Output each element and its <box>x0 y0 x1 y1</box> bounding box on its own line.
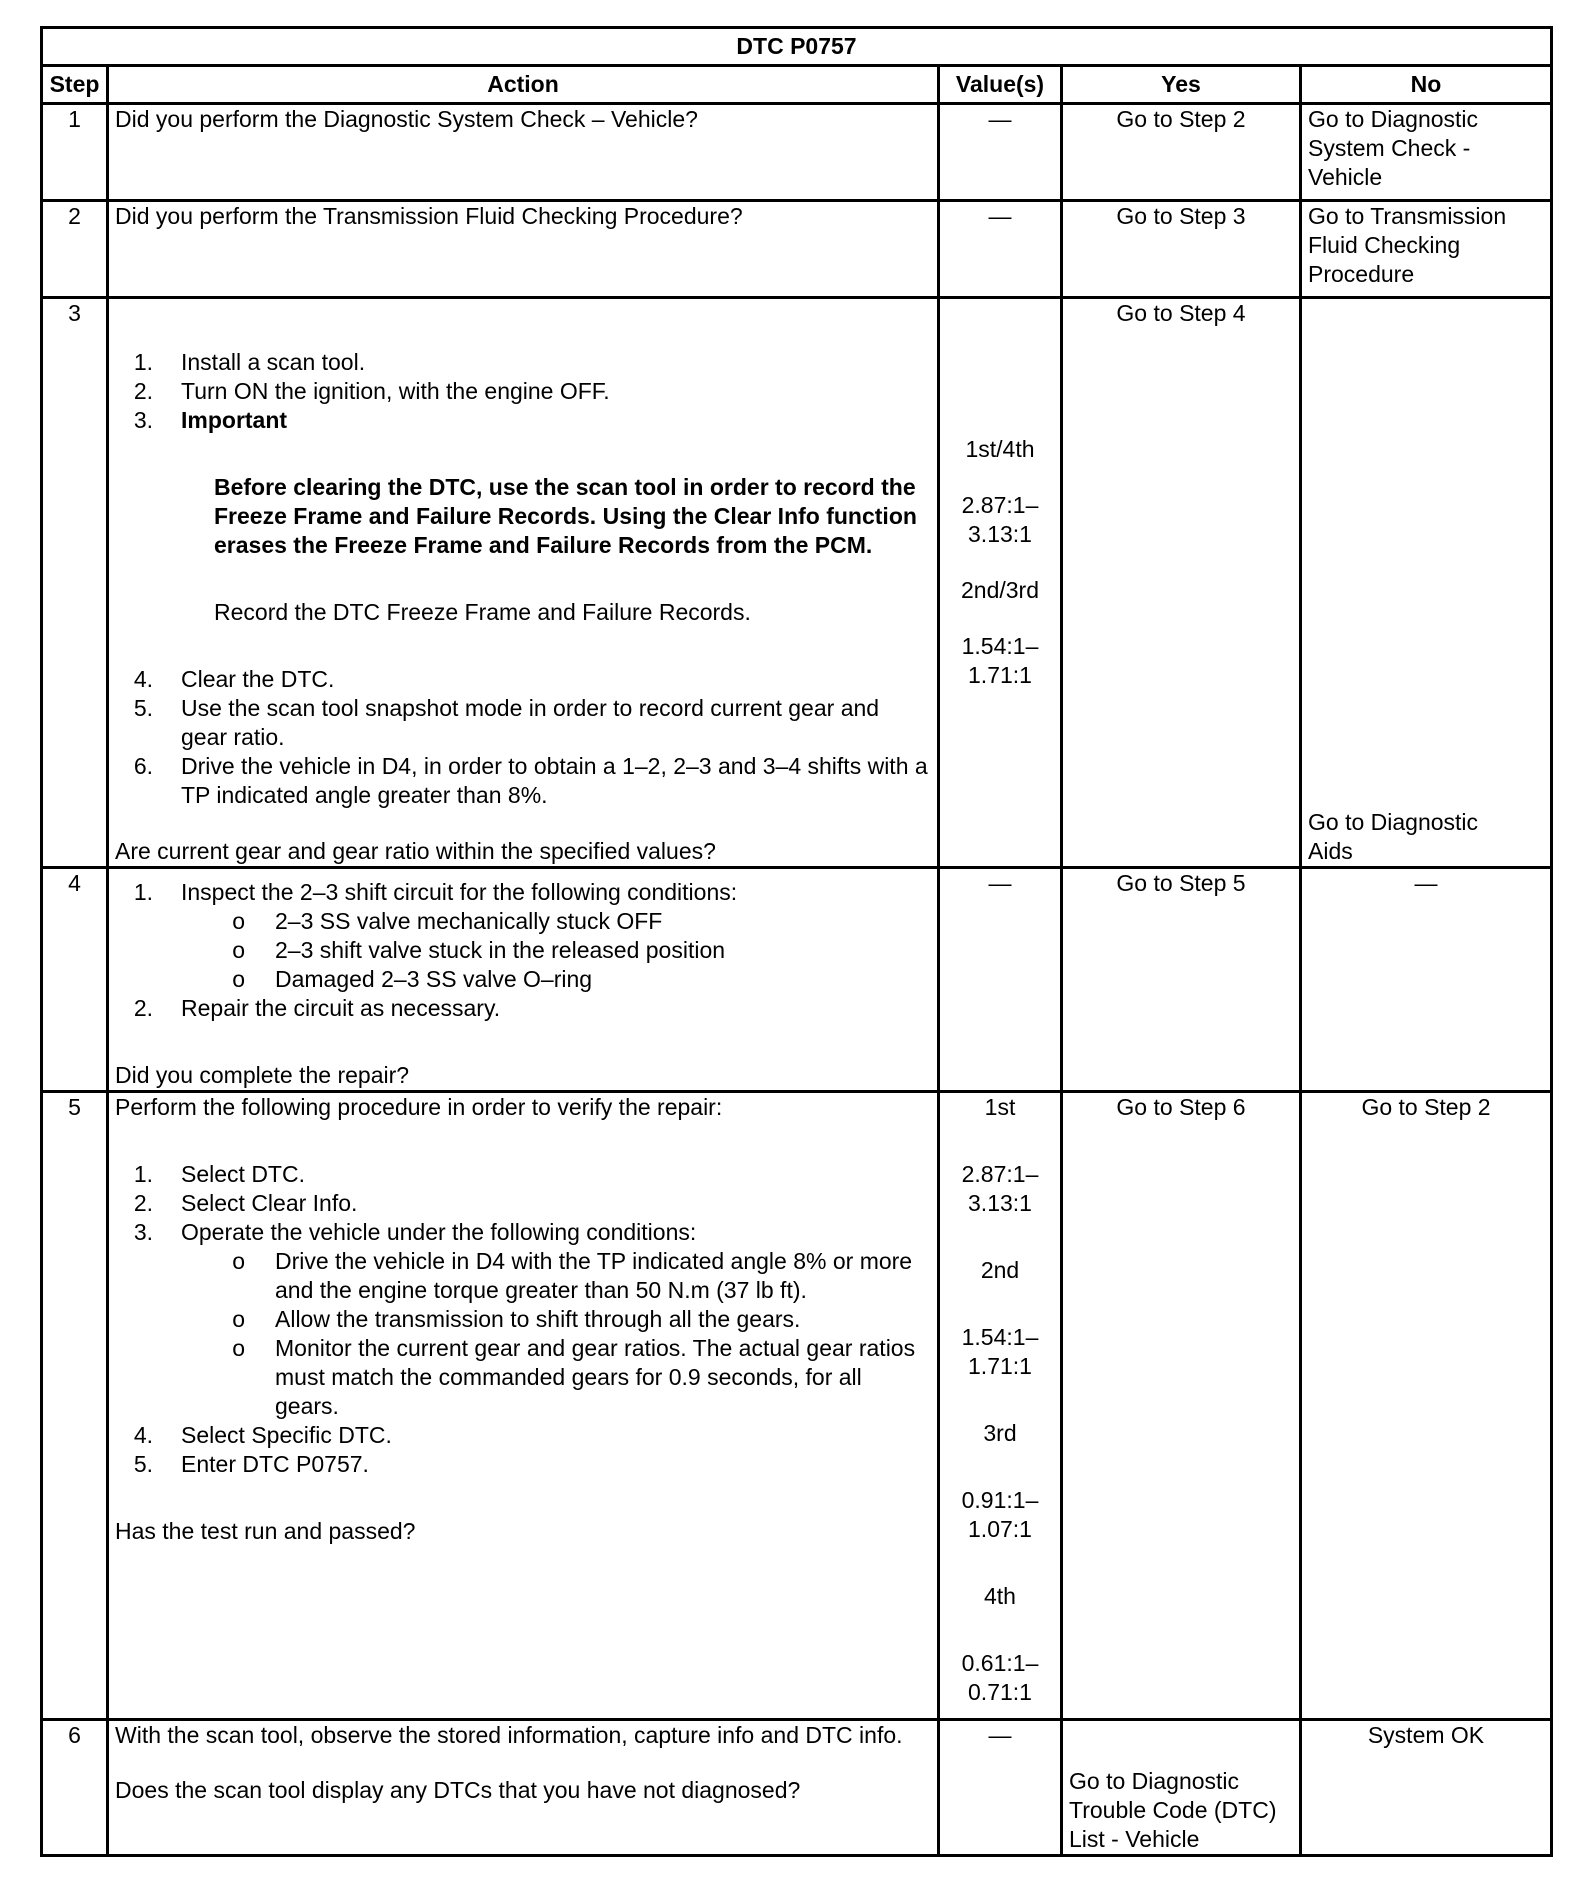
no-line: Aids <box>1308 838 1353 864</box>
no-line: Go to Transmission <box>1308 203 1507 229</box>
no-line: Vehicle <box>1308 164 1383 190</box>
value-text: 2.87:1– <box>961 492 1039 518</box>
question-text: Has the test run and passed? <box>115 1518 416 1544</box>
record-note: Record the DTC Freeze Frame and Failure Records. <box>214 599 751 625</box>
table-row <box>42 298 1552 868</box>
action-text: With the scan tool, observe the stored information, capture info and DTC info. <box>115 1722 903 1748</box>
question-text: Did you complete the repair? <box>115 1062 410 1088</box>
value-text: 0.91:1– <box>961 1487 1039 1513</box>
condition-list: o 2–3 SS valve mechanically stuck OFF o 2–3 shift valve stuck in the released position o Damaged 2–3 SS valve O–ring <box>232 908 726 992</box>
step-number: 5 <box>42 1092 108 1720</box>
step-number: 1 <box>42 104 108 201</box>
action-steps: 1. Install a scan tool. 2. Turn ON the ignition, with the engine OFF. 3. Important <box>133 349 610 433</box>
no-line: System Check - <box>1308 135 1471 161</box>
value-text: 2nd <box>980 1257 1020 1283</box>
table-row <box>42 1092 1552 1720</box>
header-yes: Yes <box>1062 66 1301 104</box>
value-text: 4th <box>984 1583 1016 1609</box>
value-text: 1st <box>984 1094 1016 1120</box>
value-dash: — <box>939 104 1062 201</box>
value-text: 1.07:1 <box>968 1516 1032 1542</box>
no-link[interactable] <box>1301 201 1552 298</box>
action-cell <box>108 868 939 1092</box>
no-line: Procedure <box>1308 261 1415 287</box>
no-line: Go to Diagnostic <box>1308 809 1479 835</box>
table-title: DTC P0757 <box>42 28 1552 66</box>
yes-link[interactable]: Go to Step 2 <box>1062 104 1301 201</box>
action-steps: 1. Inspect the 2–3 shift circuit for the following conditions: <box>133 879 738 905</box>
condition-list: o Drive the vehicle in D4 with the TP indicated angle 8% or more and the engine torque greater than 50 N.m (37 lb ft). o Allow the transmission to shift through all the gears. o Monitor the current gear and gear ratios. The actual gear ratios must match the commanded gears for 0.9 seconds, for all gears. <box>232 1248 916 1419</box>
step-number: 3 <box>42 298 108 868</box>
no-line: Go to Diagnostic <box>1308 106 1479 132</box>
yes-link[interactable]: Go to Step 6 <box>1062 1092 1301 1720</box>
header-values: Value(s) <box>939 66 1062 104</box>
value-text: 1st/4th <box>965 436 1035 462</box>
value-text: 2nd/3rd <box>960 577 1039 603</box>
value-text: 0.61:1– <box>961 1650 1039 1676</box>
action-text: Did you perform the Transmission Fluid Checking Procedure? <box>108 201 939 298</box>
yes-line: Go to Diagnostic <box>1069 1768 1240 1794</box>
value-text: 2.87:1– <box>961 1161 1039 1187</box>
action-cell <box>108 1092 939 1720</box>
value-cell <box>939 1092 1062 1720</box>
question-text: Are current gear and gear ratio within the specified values? <box>115 838 716 864</box>
yes-link[interactable]: Go to Step 3 <box>1062 201 1301 298</box>
step-number: 4 <box>42 868 108 1092</box>
table-row <box>42 104 1552 201</box>
table-row <box>42 1720 1552 1856</box>
step-number: 2 <box>42 201 108 298</box>
no-link[interactable] <box>1301 104 1552 201</box>
dtc-table <box>40 26 1553 1857</box>
step-number: 6 <box>42 1720 108 1856</box>
important-note: Before clearing the DTC, use the scan tool in order to record the Freeze Frame and Failure Records. Using the Clear Info function erases the Freeze Frame and Failure Records from the PCM. <box>214 474 917 558</box>
header-no: No <box>1301 66 1552 104</box>
no-line: Fluid Checking <box>1308 232 1461 258</box>
intro-text: Perform the following procedure in order to verify the repair: <box>115 1094 723 1120</box>
action-text: Did you perform the Diagnostic System Check – Vehicle? <box>108 104 939 201</box>
yes-line: List - Vehicle <box>1069 1826 1200 1852</box>
value-text: 3rd <box>983 1420 1017 1446</box>
value-cell <box>939 298 1062 868</box>
header-action: Action <box>108 66 939 104</box>
question-text: Does the scan tool display any DTCs that you have not diagnosed? <box>115 1777 801 1803</box>
yes-link[interactable] <box>1062 1720 1301 1856</box>
header-step: Step <box>42 66 108 104</box>
no-link[interactable]: Go to Step 2 <box>1301 1092 1552 1720</box>
table-row <box>42 201 1552 298</box>
no-dash: — <box>1301 868 1552 1092</box>
action-steps: 4. Select Specific DTC. 5. Enter DTC P0757. <box>133 1422 392 1477</box>
value-dash: — <box>939 201 1062 298</box>
value-text: 3.13:1 <box>968 521 1032 547</box>
action-steps: 2. Repair the circuit as necessary. <box>133 995 501 1021</box>
yes-link[interactable]: Go to Step 5 <box>1062 868 1301 1092</box>
value-text: 1.54:1– <box>961 633 1039 659</box>
value-text: 1.71:1 <box>968 662 1032 688</box>
action-steps: 1. Select DTC. 2. Select Clear Info. 3. Operate the vehicle under the following conditions: <box>133 1161 697 1245</box>
table-row <box>42 868 1552 1092</box>
value-dash: — <box>939 868 1062 1092</box>
value-text: 1.54:1– <box>961 1324 1039 1350</box>
value-dash: — <box>939 1720 1062 1856</box>
value-text: 3.13:1 <box>968 1190 1032 1216</box>
no-link[interactable]: System OK <box>1301 1720 1552 1856</box>
action-steps: 4. Clear the DTC. 5. Use the scan tool snapshot mode in order to record current gear and gear ratio. 6. Drive the vehicle in D4, in order to obtain a 1–2, 2–3 and 3–4 shifts with a TP indicated angle greater than 8%. <box>133 666 928 808</box>
action-cell <box>108 1720 939 1856</box>
yes-line: Trouble Code (DTC) <box>1069 1797 1277 1823</box>
value-text: 1.71:1 <box>968 1353 1032 1379</box>
value-text: 0.71:1 <box>968 1679 1032 1705</box>
action-cell <box>108 298 939 868</box>
no-link[interactable] <box>1301 298 1552 868</box>
yes-link[interactable]: Go to Step 4 <box>1062 298 1301 868</box>
